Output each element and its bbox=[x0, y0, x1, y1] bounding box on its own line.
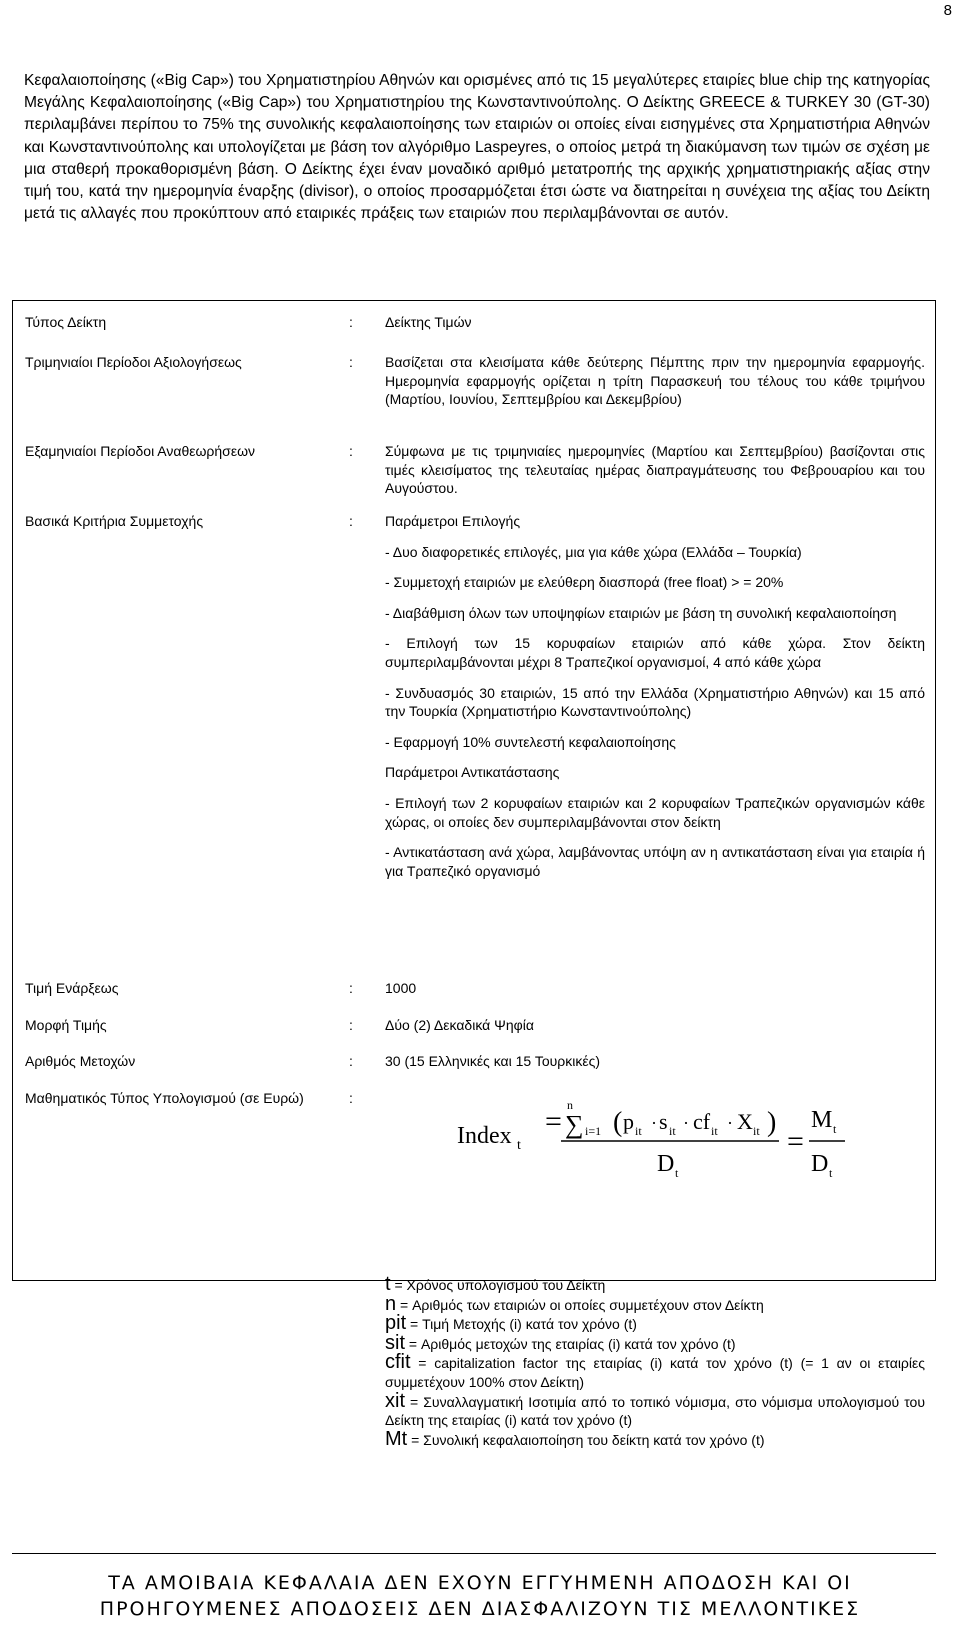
row-value: 1000 bbox=[385, 980, 417, 996]
formula-cf-sub: it bbox=[711, 1124, 718, 1138]
formula-sum-bottom: i=1 bbox=[585, 1124, 602, 1138]
row-colon: : bbox=[349, 443, 353, 459]
formula-sum-top: n bbox=[567, 1098, 573, 1112]
index-spec-table bbox=[12, 300, 936, 1450]
replacement-heading: Παράμετροι Αντικατάστασης bbox=[385, 764, 560, 781]
formula-m: M bbox=[811, 1107, 833, 1133]
formula-d2: D bbox=[811, 1151, 829, 1177]
row-colon: : bbox=[349, 1017, 353, 1033]
row-label: Τριμηνιαίοι Περίοδοι Αξιολογήσεως bbox=[25, 354, 242, 370]
list-item: - Εφαρμογή 10% συντελεστή κεφαλαιοποίησης bbox=[385, 733, 676, 750]
row-colon: : bbox=[349, 1090, 353, 1106]
row-colon: : bbox=[349, 314, 353, 330]
formula-index-sub: t bbox=[517, 1138, 521, 1153]
disclaimer-footer bbox=[0, 1570, 960, 1622]
row-colon: : bbox=[349, 354, 353, 370]
formula-s-sub: it bbox=[669, 1124, 676, 1138]
formula-index-text: Index bbox=[457, 1123, 512, 1149]
variable-definition: sit = Αριθμός μετοχών της εταιρίας (i) κατά τον χρόνο (t) bbox=[385, 1331, 736, 1354]
variable-definition: n = Αριθμός των εταιριών οι οποίες συμμετέχουν στον Δείκτη bbox=[385, 1292, 764, 1315]
row-label: Εξαμηνιαίοι Περίοδοι Αναθεωρήσεων bbox=[25, 443, 255, 459]
row-label: Βασικά Κριτήρια Συμμετοχής bbox=[25, 513, 204, 529]
formula-eq1: = bbox=[545, 1105, 562, 1138]
list-item: - Δυο διαφορετικές επιλογές, μια για κάθε χώρα (Ελλάδα – Τουρκία) bbox=[385, 543, 802, 560]
formula-lparen: ( bbox=[613, 1107, 623, 1138]
footer-line: ΤΑ ΑΜΟΙΒΑΙΑ ΚΕΦΑΛΑΙΑ ΔΕΝ ΕΧΟΥΝ ΕΓΓΥΗΜΕΝΗ ΑΠΟΔΟΣΗ ΚΑΙ ΟΙ bbox=[108, 1572, 852, 1594]
formula-dot2: · bbox=[683, 1113, 689, 1133]
variable-definition: xit = Συναλλαγματική Ισοτιμία από το τοπικό νόμισμα, στο νόμισμα υπολογισμού του Δείκτη της εταιρίας (i) κατά τον χρόνο (t) bbox=[385, 1389, 925, 1429]
formula-sum-sign: ∑ bbox=[565, 1110, 584, 1139]
footer-divider bbox=[12, 1553, 936, 1554]
list-item: - Συμμετοχή εταιριών με ελεύθερη διασπορά (free float) > = 20% bbox=[385, 574, 784, 591]
formula-d2-sub: t bbox=[829, 1166, 833, 1179]
row-value: Δείκτης Τιμών bbox=[385, 314, 472, 330]
formula-s: s bbox=[659, 1109, 668, 1134]
formula-cf: cf bbox=[693, 1109, 711, 1134]
list-item: - Διαβάθμιση όλων των υποψηφίων εταιριών με βάση τη συνολική κεφαλαιοποίηση bbox=[385, 604, 897, 621]
variable-definition: cfit = capitalization factor της εταιρίας (i) κατά τον χρόνο (t) (= 1 αν οι εταιρίες συμμετέχουν 100% στον Δείκτη) bbox=[385, 1351, 925, 1390]
row-colon: : bbox=[349, 513, 353, 529]
formula-x: X bbox=[737, 1109, 753, 1134]
variable-definition: pit = Τιμή Μετοχής (i) κατά τον χρόνο (t) bbox=[385, 1312, 637, 1335]
list-item: - Συνδυασμός 30 εταιριών, 15 από την Ελλάδα (Χρηματιστήριο Αθηνών) και 15 από την Τουρκία (Χρηματιστήριο Κωνσταντινούπολης) bbox=[385, 684, 925, 720]
formula-dot1: · bbox=[651, 1113, 657, 1133]
row-label: Αριθμός Μετοχών bbox=[25, 1053, 136, 1069]
list-item: - Επιλογή των 15 κορυφαίων εταιριών από κάθε χώρα. Στον δείκτη συμπεριλαμβάνονται μέχρι 8 Τραπεζικοί οργανισμοί, 4 από κάθε χώρα bbox=[385, 635, 925, 670]
list-item: - Αντικατάσταση ανά χώρα, λαμβάνοντας υπόψη αν η αντικατάσταση είναι για εταιρία ή για Τραπεζικό οργανισμό bbox=[385, 844, 925, 879]
list-item: - Επιλογή των 2 κορυφαίων εταιριών και 2 κορυφαίων Τραπεζικών οργανισμών κάθε χώρας, οι οποίες δεν συμπεριλαμβάνονται στον δείκτη bbox=[385, 794, 925, 830]
intro-paragraph: Κεφαλαιοποίησης («Big Cap») του Χρηματιστηρίου Αθηνών και ορισμένες από τις 15 μεγαλύτερες εταιρίες blue chip της κατηγορίας Μεγάλης Κεφαλαιοποίησης («Big Cap») του Χρηματιστηρίου της Κωνσταντινούπολης. Ο Δείκτης GREECE & TURKEY 30 (GT-30) περιλαμβάνει περίπου το 75% της συνολικής κεφαλαιοποίησης των εταιριών οι οποίες είναι εισηγμένες στα Χρηματιστήρια Αθηνών και Κωνσταντινούπολης και υπολογίζεται με βάση τον αλγόριθμο Laspeyres, ο οποίος μετρά τη διακύμανση των τιμών σε σχέση με μια σταθερή προκαθορισμένη βάση. Ο Δείκτης έχει έναν μοναδικό αριθμό μετατροπής της αρχικής χρηματιστηριακής αξίας στην τιμή του, κατά την ημερομηνία έναρξης (divisor), ο οποίος προσαρμόζεται έτσι ώστε να διατηρείται η συνέχεια της αξίας του Δείκτη μετά τις αλλαγές που προκύπτουν από εταιρικές πράξεις των εταιριών που περιλαμβάνονται σε αυτόν. bbox=[24, 72, 930, 223]
formula-d1-sub: t bbox=[675, 1166, 679, 1179]
row-label: Μορφή Τιμής bbox=[25, 1017, 107, 1033]
formula-p-sub: it bbox=[635, 1124, 642, 1138]
row-colon: : bbox=[349, 1053, 353, 1069]
page-number: 8 bbox=[943, 2, 952, 19]
formula-dot3: · bbox=[727, 1113, 733, 1133]
row-value: Βασίζεται στα κλεισίματα κάθε δεύτερης Πέμπτης πριν την ημερομηνία εφαρμογής. Ημερομηνία εφαρμογής ορίζεται η τρίτη Παρασκευή του τέλους του κάθε τριμήνου (Μαρτίου, Ιουνίου, Σεπτεμβρίου και Δεκεμβρίου) bbox=[385, 354, 925, 408]
index-formula bbox=[457, 1093, 857, 1179]
selection-heading: Παράμετροι Επιλογής bbox=[385, 513, 521, 529]
row-value: Δύο (2) Δεκαδικά Ψηφία bbox=[385, 1017, 534, 1033]
row-colon: : bbox=[349, 980, 353, 996]
formula-p: p bbox=[623, 1109, 634, 1134]
row-value: 30 (15 Ελληνικές και 15 Τουρκικές) bbox=[385, 1053, 601, 1069]
formula-x-sub: it bbox=[753, 1124, 760, 1138]
variable-definition: Mt = Συνολική κεφαλαιοποίηση του δείκτη κατά τον χρόνο (t) bbox=[385, 1427, 765, 1450]
formula-d1: D bbox=[657, 1151, 675, 1177]
footer-line: ΠΡΟΗΓΟΥΜΕΝΕΣ ΑΠΟΔΟΣΕΙΣ ΔΕΝ ΔΙΑΣΦΑΛΙΖΟΥΝ ΤΙΣ ΜΕΛΛΟΝΤΙΚΕΣ bbox=[99, 1598, 861, 1620]
formula-eq2: = bbox=[787, 1125, 804, 1158]
variable-definition: t = Χρόνος υπολογισμού του Δείκτη bbox=[385, 1273, 606, 1295]
criteria-list bbox=[385, 512, 925, 880]
formula-m-sub: t bbox=[833, 1122, 837, 1136]
row-label: Τιμή Ενάρξεως bbox=[25, 980, 119, 996]
row-label: Τύπος Δείκτη bbox=[25, 314, 107, 330]
row-label: Μαθηματικός Τύπος Υπολογισμού (σε Ευρώ) bbox=[25, 1090, 304, 1106]
row-value: Σύμφωνα με τις τριμηνιαίες ημερομηνίες (Μαρτίου και Σεπτεμβρίου) βασίζονται στις τιμές κλεισίματος της τελευταίας ημέρας διαπραγμάτευσης του Φεβρουαρίου και του Αυγούστου. bbox=[385, 443, 925, 497]
formula-block bbox=[385, 1089, 925, 1449]
formula-rparen: ) bbox=[767, 1107, 777, 1138]
